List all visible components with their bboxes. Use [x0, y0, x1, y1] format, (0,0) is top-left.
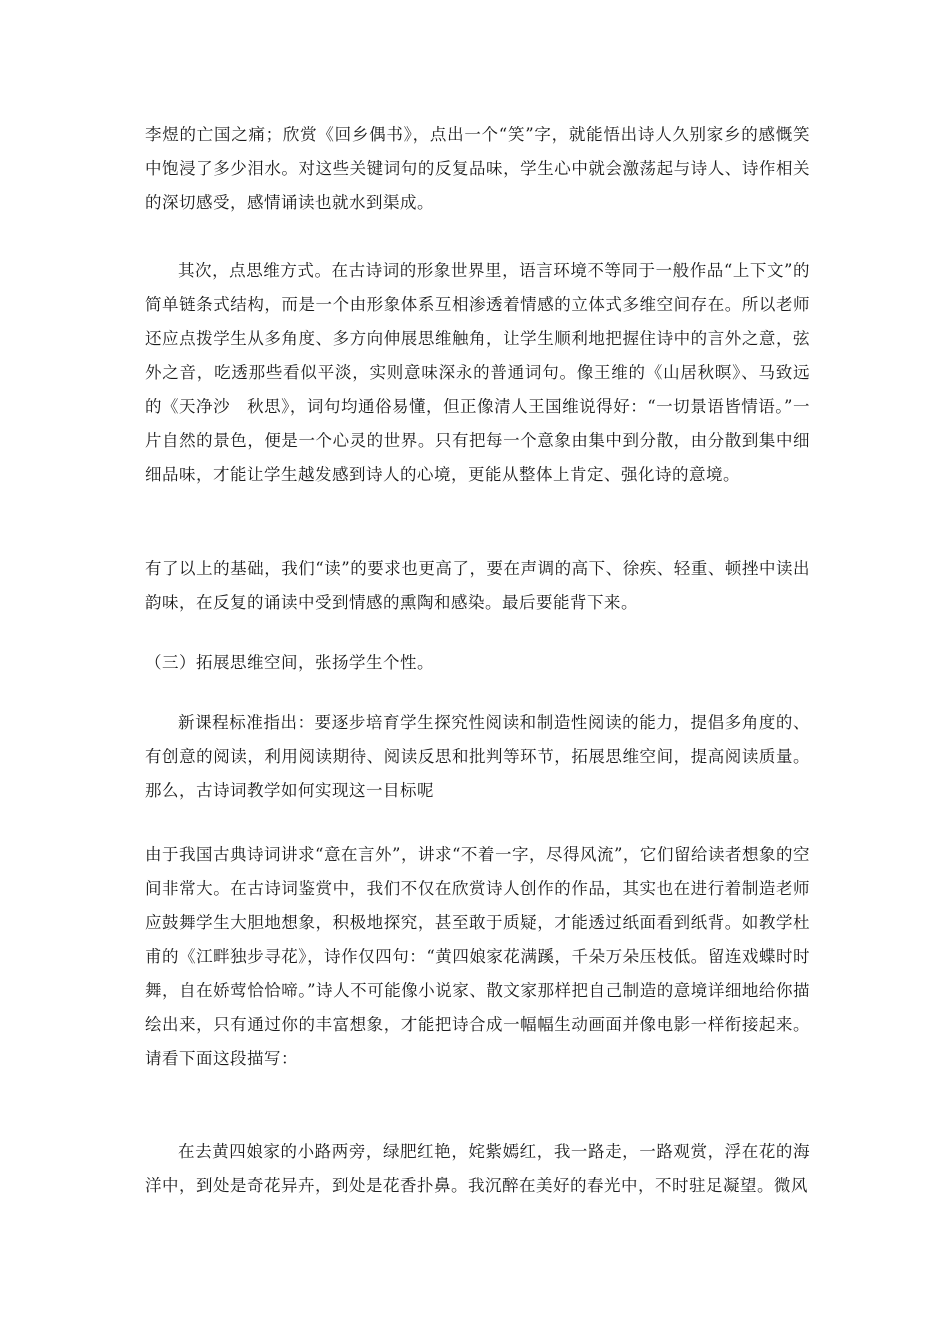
paragraph-5: 由于我国古典诗词讲求“意在言外”，讲求“不着一字，尽得风流”，它们留给读者想象的空间非常大。在古诗词鉴赏中，我们不仅在欣赏诗人创作的作品，其实也在进行着制造老师应鼓舞学生大胆地想象，积极地探究，甚至敢于质疑，才能透过纸面看到纸背。如教学杜甫的《江畔独步寻花》，诗作仅四句：“黄四娘家花满蹊，千朵万朵压枝低。留连戏蝶时时舞，自在娇莺恰恰啼。”诗人不可能像小说家、散文家那样把自己制造的意境详细地给你描绘出来，只有通过你的丰富想象，才能把诗合成一幅幅生动画面并像电影一样衔接起来。请看下面这段描写： [145, 845, 810, 1068]
paragraph-3: 有了以上的基础，我们“读”的要求也更高了，要在声调的高下、徐疾、轻重、顿挫中读出韵味，在反复的诵读中受到情感的熏陶和感染。最后要能背下来。 [145, 559, 810, 612]
paragraph-2: 其次，点思维方式。在古诗词的形象世界里，语言环境不等同于一般作品“上下文”的简单链条式结构，而是一个由形象体系互相渗透着情感的立体式多维空间存在。所以老师还应点拨学生从多角度、多方向伸展思维触角，让学生顺利地把握住诗中的言外之意，弦外之音，吃透那些看似平淡，实则意味深永的普通词句。像王维的《山居秋暝》、马致远的《天净沙 秋思》，词句均通俗易懂，但正像清人王国维说得好：“一切景语皆情语。”一片自然的景色，便是一个心灵的世界。只有把每一个意象由集中到分散，由分散到集中细细品味，才能让学生越发感到诗人的心境，更能从整体上肯定、强化诗的意境。 [145, 261, 810, 484]
paragraph-6: 在去黄四娘家的小路两旁，绿肥红艳，姹紫嫣红，我一路走，一路观赏，浮在花的海洋中，到处是奇花异卉，到处是花香扑鼻。我沉醉在美好的春光中，不时驻足凝望。微风 [145, 1142, 810, 1195]
paragraph-1: 李煜的亡国之痛；欣赏《回乡偶书》，点出一个“笑”字，就能悟出诗人久别家乡的感慨笑中饱浸了多少泪水。对这些关键词句的反复品味，学生心中就会激荡起与诗人、诗作相关的深切感受，感情诵读也就水到渠成。 [145, 125, 810, 212]
section-heading-3: （三）拓展思维空间，张扬学生个性。 [145, 653, 434, 672]
paragraph-4: 新课程标准指出：要逐步培育学生探究性阅读和制造性阅读的能力，提倡多角度的、有创意的阅读，利用阅读期待、阅读反思和批判等环节，拓展思维空间，提高阅读质量。那么，古诗词教学如何实现这一目标呢 [145, 713, 810, 800]
